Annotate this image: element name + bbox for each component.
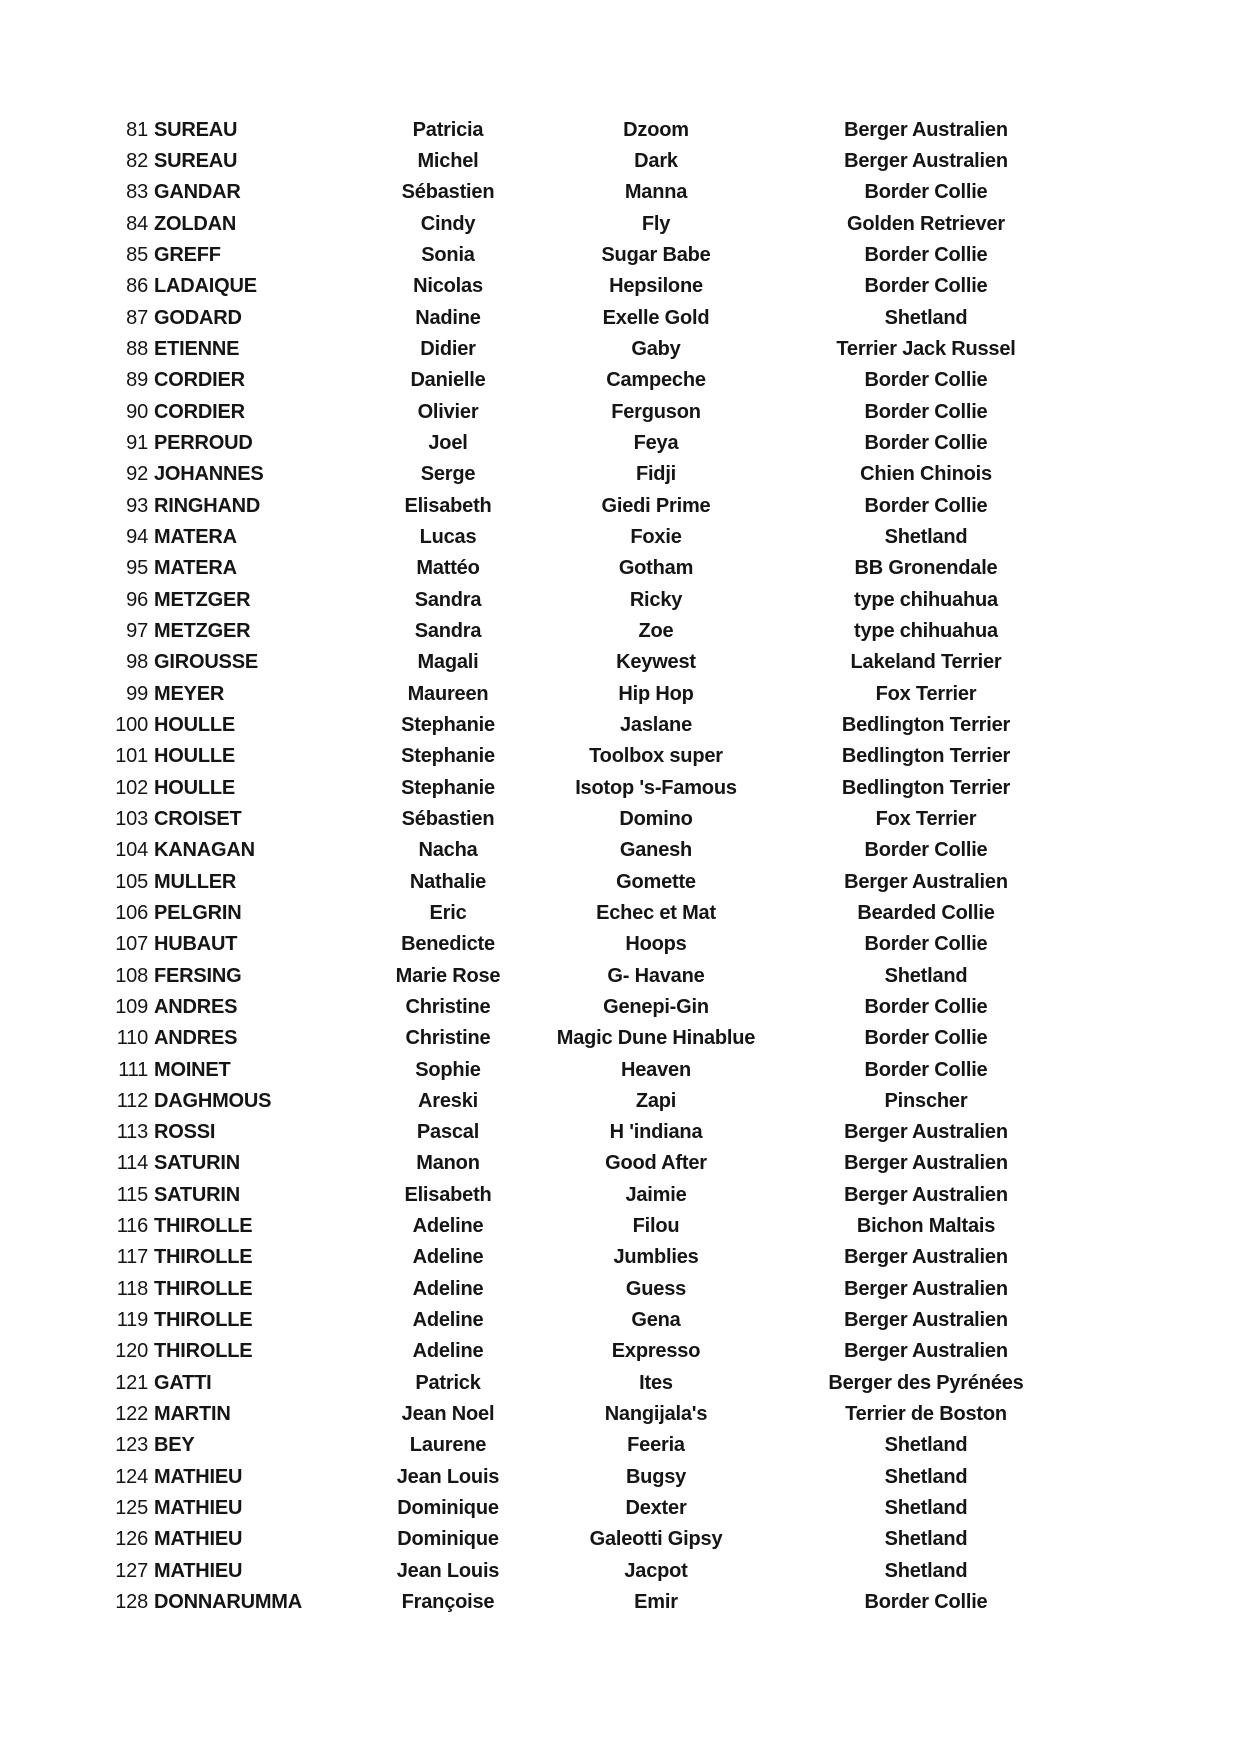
table-row [100,490,1088,521]
table-row [100,1273,1088,1304]
handler-surname: THIROLLE [154,1340,253,1363]
entry-number: 105 [115,870,148,893]
handler-first-name: Christine [405,1027,491,1050]
entry-number: 89 [126,369,148,392]
handler-first-name: Nacha [418,839,478,862]
table-row [100,709,1088,740]
handler-surname: GREFF [154,243,221,266]
dog-name: Gomette [616,870,696,893]
handler-first-name: Elisabeth [404,494,492,517]
table-row [100,1398,1088,1429]
handler-surname: ETIENNE [154,337,240,360]
entry-number: 111 [118,1058,148,1081]
dog-name: Ferguson [611,400,701,423]
dog-name: Keywest [616,651,696,674]
dog-breed: Berger Australien [844,149,1008,172]
table-row [100,929,1088,960]
table-row [100,459,1088,490]
dog-name: Heaven [621,1058,691,1081]
handler-surname: ROSSI [154,1121,216,1144]
handler-first-name: Jean Louis [396,1465,500,1488]
handler-first-name: Maureen [407,682,489,705]
table-row [100,1430,1088,1461]
table-row [100,835,1088,866]
handler-surname: GATTI [154,1371,212,1394]
dog-name: G- Havane [607,964,705,987]
dog-breed: Bichon Maltais [856,1215,996,1238]
entry-number: 116 [116,1215,148,1238]
dog-name: Isotop 's-Famous [575,776,737,799]
entry-number: 127 [115,1559,148,1582]
entry-number: 126 [115,1528,148,1551]
handler-surname: METZGER [154,588,251,611]
entry-number: 99 [126,682,148,705]
entry-number: 97 [126,619,148,642]
dog-name: Good After [605,1152,707,1175]
entry-number: 103 [115,807,148,830]
handler-surname: SATURIN [154,1183,241,1206]
table-row [100,1461,1088,1492]
table-row [100,741,1088,772]
dog-name: Hepsilone [609,275,703,298]
entry-number: 106 [115,901,148,924]
dog-name: Dzoom [623,118,689,141]
dog-breed: Border Collie [864,995,988,1018]
dog-name: Giedi Prime [601,494,711,517]
dog-breed: Berger Australien [844,870,1008,893]
handler-first-name: Sébastien [401,807,495,830]
entry-number: 101 [115,745,148,768]
handler-first-name: Lucas [419,525,477,548]
handler-first-name: Adeline [412,1215,484,1238]
entry-number: 107 [115,933,148,956]
table-row [100,615,1088,646]
dog-name: H 'indiana [609,1121,703,1144]
dog-breed: Terrier de Boston [845,1403,1007,1426]
dog-name: Dark [634,149,678,172]
entry-number: 85 [126,243,148,266]
handler-surname: THIROLLE [154,1246,253,1269]
dog-breed: Berger Australien [844,118,1008,141]
handler-first-name: Sophie [415,1058,481,1081]
handler-surname: CORDIER [154,400,245,423]
handler-surname: METZGER [154,619,251,642]
handler-surname: MEYER [154,682,225,705]
dog-name: Feya [633,431,679,454]
entry-number: 120 [115,1340,148,1363]
dog-breed: Border Collie [864,181,988,204]
dog-breed: Border Collie [864,1027,988,1050]
dog-name: Gotham [618,557,694,580]
dog-name: Sugar Babe [601,243,711,266]
handler-surname: KANAGAN [154,839,255,862]
handler-first-name: Pascal [416,1121,480,1144]
dog-breed: Berger Australien [844,1277,1008,1300]
handler-surname: ANDRES [154,1027,238,1050]
dog-name: Foxie [630,525,682,548]
handler-surname: ANDRES [154,995,238,1018]
table-row [100,365,1088,396]
handler-first-name: Sandra [414,588,482,611]
dog-name: Genepi-Gin [603,995,709,1018]
dog-breed: Bedlington Terrier [841,713,1011,736]
entry-number: 112 [116,1089,148,1112]
dog-name: Ganesh [619,839,693,862]
entry-number: 118 [116,1277,148,1300]
dog-breed: BB Gronendale [854,557,998,580]
entry-number: 88 [126,337,148,360]
handler-first-name: Christine [405,995,491,1018]
entry-number: 81 [126,118,148,141]
handler-first-name: Benedicte [401,933,495,956]
handler-first-name: Nicolas [413,275,483,298]
handler-first-name: Dominique [397,1497,499,1520]
dog-name: Ites [639,1371,673,1394]
handler-surname: DAGHMOUS [154,1089,272,1112]
entry-number: 92 [126,463,148,486]
dog-breed: Berger Australien [844,1309,1008,1332]
handler-first-name: Sébastien [401,181,495,204]
handler-first-name: Cindy [420,212,476,235]
dog-name: Exelle Gold [602,306,710,329]
handler-surname: THIROLLE [154,1277,253,1300]
table-row [100,1085,1088,1116]
dog-name: Magic Dune Hinablue [556,1027,756,1050]
entry-number: 104 [115,839,148,862]
handler-surname: MOINET [154,1058,231,1081]
dog-breed: Border Collie [864,1058,988,1081]
dog-name: Gena [631,1309,681,1332]
table-row [100,114,1088,145]
table-row [100,1555,1088,1586]
handler-surname: LADAIQUE [154,275,257,298]
dog-breed: Bedlington Terrier [841,776,1011,799]
dog-name: Manna [624,181,688,204]
dog-breed: Shetland [884,306,968,329]
dog-breed: Berger Australien [844,1121,1008,1144]
handler-surname: ZOLDAN [154,212,237,235]
entry-number: 100 [115,713,148,736]
table-row [100,145,1088,176]
table-row [100,1492,1088,1523]
handler-surname: SATURIN [154,1152,241,1175]
dog-name: Nangijala's [604,1403,708,1426]
dog-breed: Shetland [884,1559,968,1582]
entry-number: 87 [126,306,148,329]
table-row [100,1054,1088,1085]
dog-breed: Lakeland Terrier [850,651,1002,674]
dog-breed: Border Collie [864,431,988,454]
entry-number: 108 [115,964,148,987]
entry-number: 86 [126,275,148,298]
handler-surname: JOHANNES [154,463,264,486]
table-row [100,396,1088,427]
handler-surname: DONNARUMMA [154,1591,302,1614]
dog-name: Galeotti Gipsy [589,1528,723,1551]
handler-first-name: Sandra [414,619,482,642]
handler-first-name: Eric [429,901,467,924]
handler-surname: HOULLE [154,745,236,768]
dog-name: Emir [634,1591,678,1614]
dog-breed: Fox Terrier [875,682,977,705]
handler-first-name: Didier [420,337,476,360]
entry-number: 84 [126,212,148,235]
handler-first-name: Laurene [409,1434,487,1457]
handler-first-name: Stephanie [401,745,495,768]
dog-breed: Terrier Jack Russel [836,337,1016,360]
dog-name: Filou [632,1215,680,1238]
dog-breed: Border Collie [864,933,988,956]
dog-breed: Border Collie [864,275,988,298]
handler-first-name: Manon [416,1152,480,1175]
entry-number: 110 [116,1027,148,1050]
table-row [100,553,1088,584]
handler-surname: HUBAUT [154,933,238,956]
handler-surname: PELGRIN [154,901,242,924]
handler-surname: HOULLE [154,776,236,799]
handler-first-name: Jean Louis [396,1559,500,1582]
dog-name: Hoops [625,933,687,956]
entry-number: 95 [126,557,148,580]
handler-surname: RINGHAND [154,494,261,517]
handler-surname: MATHIEU [154,1559,243,1582]
table-row [100,678,1088,709]
dog-name: Jaslane [620,713,692,736]
entry-number: 125 [115,1497,148,1520]
handler-first-name: Stephanie [401,713,495,736]
handler-surname: THIROLLE [154,1215,253,1238]
dog-name: Ricky [629,588,683,611]
dog-name: Hip Hop [618,682,694,705]
entry-number: 82 [126,149,148,172]
dog-name: Fidji [635,463,677,486]
table-row [100,803,1088,834]
table-row [100,239,1088,270]
entry-number: 124 [115,1465,148,1488]
entries-table [100,114,1088,1618]
handler-surname: CROISET [154,807,242,830]
table-row [100,897,1088,928]
dog-breed: Shetland [884,525,968,548]
dog-breed: Berger Australien [844,1246,1008,1269]
dog-breed: Shetland [884,1434,968,1457]
table-row [100,427,1088,458]
handler-surname: GANDAR [154,181,241,204]
dog-name: Zoe [638,619,674,642]
dog-breed: Bedlington Terrier [841,745,1011,768]
dog-name: Expresso [611,1340,701,1363]
table-row [100,1179,1088,1210]
dog-breed: Fox Terrier [875,807,977,830]
handler-first-name: Nathalie [409,870,487,893]
entry-number: 122 [115,1403,148,1426]
handler-first-name: Serge [420,463,476,486]
handler-surname: MATERA [154,557,237,580]
dog-breed: Berger Australien [844,1183,1008,1206]
table-row [100,960,1088,991]
table-row [100,866,1088,897]
handler-surname: PERROUD [154,431,253,454]
table-row [100,1148,1088,1179]
dog-breed: Border Collie [864,1591,988,1614]
dog-breed: Berger des Pyrénées [828,1371,1024,1394]
handler-first-name: Danielle [410,369,486,392]
entry-number: 91 [126,431,148,454]
handler-first-name: Michel [417,149,479,172]
table-row [100,302,1088,333]
table-row [100,177,1088,208]
table-row [100,1336,1088,1367]
handler-first-name: Adeline [412,1309,484,1332]
dog-breed: Pinscher [884,1089,968,1112]
table-row [100,991,1088,1022]
table-row [100,647,1088,678]
handler-surname: MARTIN [154,1403,231,1426]
handler-first-name: Dominique [397,1528,499,1551]
dog-name: Jaimie [625,1183,687,1206]
handler-first-name: Stephanie [401,776,495,799]
table-row [100,1524,1088,1555]
entry-number: 96 [126,588,148,611]
table-row [100,1210,1088,1241]
handler-surname: MATERA [154,525,237,548]
entry-number: 102 [115,776,148,799]
table-row [100,208,1088,239]
dog-name: Zapi [635,1089,677,1112]
handler-first-name: Olivier [417,400,479,423]
dog-breed: Golden Retriever [847,212,1005,235]
handler-first-name: Françoise [401,1591,495,1614]
table-row [100,271,1088,302]
handler-first-name: Nadine [415,306,481,329]
entry-number: 123 [115,1434,148,1457]
entry-number: 83 [126,181,148,204]
handler-first-name: Adeline [412,1277,484,1300]
dog-name: Gaby [631,337,681,360]
entry-number: 93 [126,494,148,517]
handler-first-name: Adeline [412,1340,484,1363]
entry-number: 98 [126,651,148,674]
entry-number: 90 [126,400,148,423]
handler-first-name: Sonia [421,243,475,266]
handler-surname: GODARD [154,306,242,329]
dog-breed: Bearded Collie [857,901,995,924]
table-row [100,1367,1088,1398]
dog-name: Campeche [606,369,706,392]
dog-name: Jacpot [624,1559,688,1582]
dog-name: Echec et Mat [596,901,716,924]
entry-number: 121 [115,1371,148,1394]
handler-first-name: Adeline [412,1246,484,1269]
handler-first-name: Mattéo [416,557,480,580]
table-row [100,333,1088,364]
table-row [100,1242,1088,1273]
dog-breed: Shetland [884,1465,968,1488]
handler-surname: MULLER [154,870,237,893]
handler-surname: SUREAU [154,149,238,172]
dog-breed: Border Collie [864,494,988,517]
handler-first-name: Jean Noel [401,1403,495,1426]
handler-first-name: Magali [417,651,479,674]
handler-first-name: Elisabeth [404,1183,492,1206]
handler-surname: GIROUSSE [154,651,258,674]
dog-name: Domino [619,807,693,830]
entry-number: 109 [115,995,148,1018]
dog-breed: Border Collie [864,839,988,862]
dog-breed: Border Collie [864,369,988,392]
dog-breed: Berger Australien [844,1340,1008,1363]
dog-name: Guess [625,1277,687,1300]
dog-breed: type chihuahua [854,588,998,611]
dog-breed: Shetland [884,1497,968,1520]
table-row [100,1304,1088,1335]
handler-first-name: Areski [418,1089,478,1112]
entry-number: 119 [116,1309,148,1332]
dog-breed: Shetland [884,964,968,987]
dog-name: Fly [641,212,671,235]
dog-name: Feeria [627,1434,685,1457]
dog-breed: Berger Australien [844,1152,1008,1175]
handler-surname: MATHIEU [154,1497,243,1520]
dog-name: Dexter [625,1497,687,1520]
handler-first-name: Patrick [415,1371,481,1394]
dog-breed: Shetland [884,1528,968,1551]
dog-breed: Border Collie [864,243,988,266]
handler-surname: BEY [154,1434,195,1457]
entry-number: 113 [116,1121,148,1144]
dog-name: Bugsy [625,1465,687,1488]
table-row [100,1023,1088,1054]
dog-breed: type chihuahua [854,619,998,642]
handler-surname: MATHIEU [154,1528,243,1551]
entry-number: 114 [116,1152,148,1175]
dog-breed: Chien Chinois [860,463,992,486]
handler-first-name: Marie Rose [395,964,501,987]
entry-number: 94 [126,525,148,548]
dog-breed: Border Collie [864,400,988,423]
handler-first-name: Patricia [412,118,484,141]
entry-number: 115 [116,1183,148,1206]
table-row [100,1117,1088,1148]
table-row [100,521,1088,552]
handler-surname: MATHIEU [154,1465,243,1488]
table-row [100,584,1088,615]
entry-number: 128 [115,1591,148,1614]
table-row [100,772,1088,803]
entry-number: 117 [116,1246,148,1269]
table-row [100,1586,1088,1617]
handler-surname: SUREAU [154,118,238,141]
handler-surname: FERSING [154,964,242,987]
dog-name: Jumblies [613,1246,699,1269]
handler-surname: THIROLLE [154,1309,253,1332]
handler-surname: CORDIER [154,369,245,392]
handler-first-name: Joel [428,431,468,454]
handler-surname: HOULLE [154,713,236,736]
dog-name: Toolbox super [589,745,723,768]
